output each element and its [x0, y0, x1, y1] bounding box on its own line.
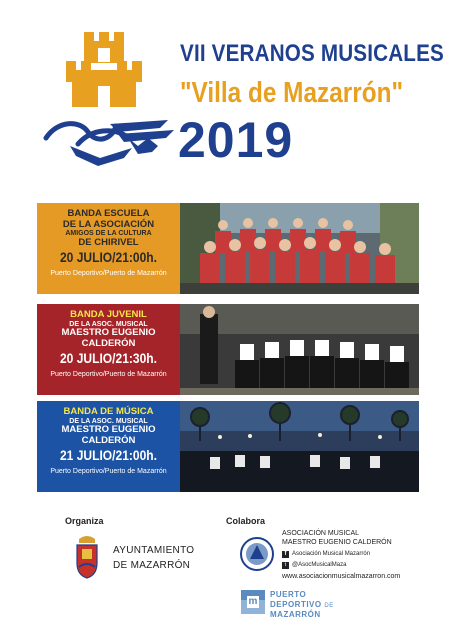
event-card-banda-musica — [37, 401, 180, 492]
coat-of-arms-icon — [74, 533, 100, 579]
twitter-icon: t — [282, 562, 289, 569]
assoc-name-line2: MAESTRO EUGENIO CALDERÓN — [282, 539, 392, 546]
event-card-chirivel — [37, 203, 180, 294]
ayuntamiento-line2: DE MAZARRÓN — [113, 560, 191, 571]
event-band-line: DE LA ASOC. MUSICAL — [69, 320, 148, 328]
night-concert-photo — [180, 401, 419, 492]
twitter-handle[interactable]: @AsocMusicalMaza — [292, 562, 347, 568]
event-band-line: AMIGOS DE LA CULTURA — [65, 230, 152, 238]
facebook-icon: f — [282, 551, 289, 558]
event-date: 20 JULIO/21:30h. — [59, 349, 158, 366]
puerto-line3: MAZARRÓN — [270, 610, 321, 619]
event-band-line: DE CHIRIVEL — [78, 237, 139, 249]
event-place: Puerto Deportivo/Puerto de Mazarrón — [50, 468, 167, 476]
puerto-line2: DEPORTIVO — [270, 600, 322, 609]
event-band-line: CALDERÓN — [81, 435, 136, 447]
facebook-handle[interactable]: Asociación Musical Mazarrón — [292, 551, 371, 557]
website-link[interactable]: www.asociacionmusicalmazarron.com — [282, 573, 401, 580]
mazarron-castle-logo — [40, 28, 180, 173]
event-place: Puerto Deportivo/Puerto de Mazarrón — [50, 270, 167, 278]
puerto-deportivo-logo: m — [241, 590, 265, 614]
puerto-line2-de: DE — [324, 603, 334, 609]
event-date: 20 JULIO/21:00h. — [59, 248, 158, 265]
event-band-line: BANDA ESCUELA — [67, 208, 150, 219]
children-band-photo — [180, 203, 419, 294]
festival-subtitle: "Villa de Mazarrón" — [180, 77, 404, 109]
event-band-line: MAESTRO EUGENIO — [61, 327, 156, 339]
festival-year: 2019 — [178, 112, 294, 168]
colabora-heading: Colabora — [226, 516, 266, 526]
event-band-line: CALDERÓN — [81, 338, 136, 350]
puerto-line1: PUERTO — [270, 590, 307, 599]
festival-title: VII VERANOS MUSICALES — [180, 40, 444, 67]
assoc-name-line1: ASOCIACIÓN MUSICAL — [282, 530, 360, 537]
event-place: Puerto Deportivo/Puerto de Mazarrón — [50, 371, 167, 379]
ayuntamiento-line1: AYUNTAMIENTO — [113, 545, 195, 556]
youth-band-photo — [180, 304, 419, 395]
event-band-line: DE LA ASOC. MUSICAL — [69, 417, 148, 425]
event-band-line: MAESTRO EUGENIO — [61, 424, 156, 436]
event-card-juvenil — [37, 304, 180, 395]
event-date: 21 JULIO/21:00h. — [59, 446, 158, 463]
musical-association-seal-icon — [240, 537, 274, 571]
organiza-heading: Organiza — [65, 516, 104, 526]
event-band-line: DE LA ASOCIACIÓN — [62, 218, 155, 230]
event-band-line: BANDA DE MÚSICA — [63, 406, 154, 417]
event-band-line: BANDA JUVENIL — [70, 309, 147, 320]
